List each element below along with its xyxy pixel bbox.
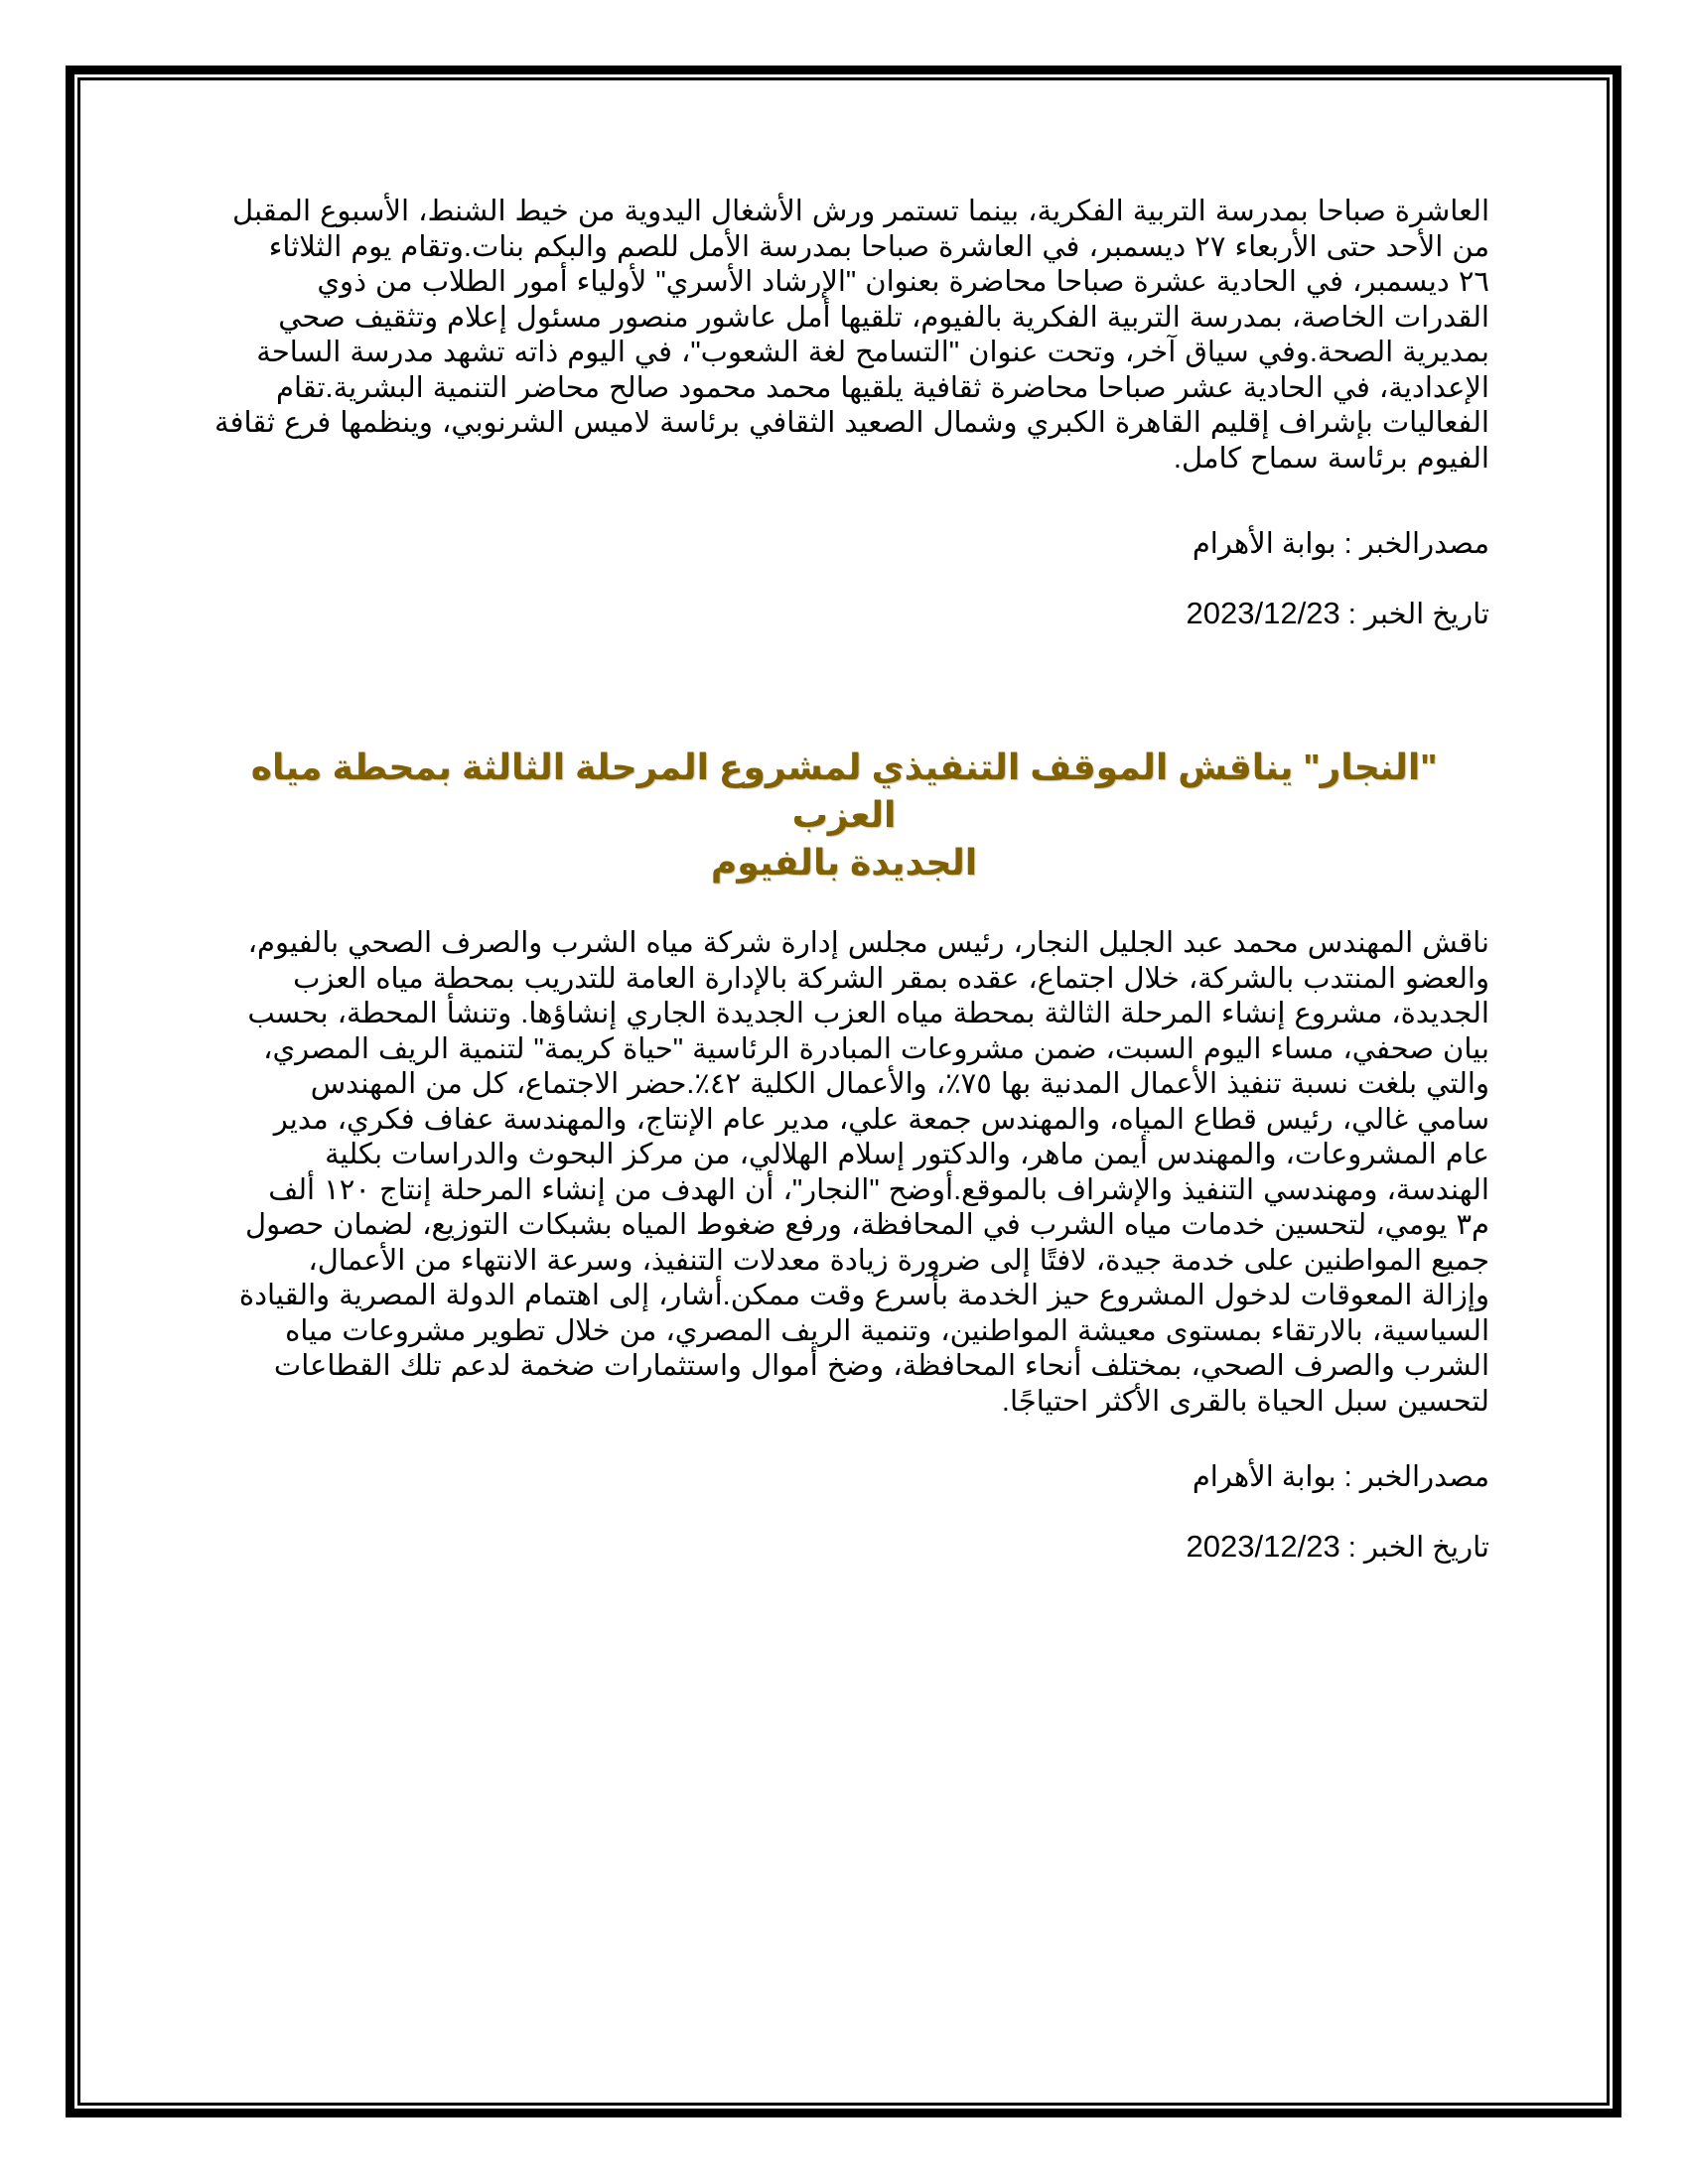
source-value: بوابة الأهرام	[1192, 1461, 1336, 1493]
body-line: العاشرة صباحا بمدرسة التربية الفكرية، بينما تستمر ورش الأشغال اليدوية من خيط الشنط، الأسبوع المقبل	[232, 196, 1489, 227]
date-label: تاريخ الخبر :	[1339, 1532, 1489, 1564]
date-value: 2023/12/23	[1186, 596, 1340, 630]
article-2-date	[199, 1529, 1489, 1566]
body-line: عام المشروعات، والمهندس أيمن ماهر، والدكتور إسلام الهلالي، من مركز البحوث والدراسات بكلية	[325, 1139, 1489, 1170]
body-line: بيان صحفي، مساء اليوم السبت، ضمن مشروعات المبادرة الرئاسية "حياة كريمة" لتنمية الريف المصري،	[263, 1032, 1489, 1065]
body-line: بمديرية الصحة.وفي سياق آخر، وتحت عنوان "التسامح لغة الشعوب"، في اليوم ذاته تشهد مدرسة الساحة	[256, 337, 1489, 368]
article-2	[199, 744, 1489, 1566]
headline-line-1: "النجار" يناقش الموقف التنفيذي لمشروع المرحلة الثالثة بمحطة مياه العزب	[250, 747, 1438, 835]
document-content	[199, 195, 1489, 1566]
body-line: لتحسين سبل الحياة بالقرى الأكثر احتياجًا.	[1001, 1385, 1489, 1418]
body-line: الفيوم برئاسة سماح كامل.	[1173, 442, 1489, 475]
article-2-source	[199, 1459, 1489, 1495]
body-line: السياسية، بالارتقاء بمستوى معيشة المواطنين، وتنمية الريف المصري، من خلال تطوير مشروعات مياه	[285, 1314, 1489, 1347]
body-line: الإعدادية، في الحادية عشر صباحا محاضرة ثقافية يلقيها محمد محمود صالح محاضر التنمية البشرية.تقام	[276, 371, 1489, 404]
article-1	[199, 195, 1489, 632]
date-label: تاريخ الخبر :	[1339, 599, 1489, 630]
source-label: مصدرالخبر :	[1336, 1461, 1489, 1493]
body-line: الهندسة، ومهندسي التنفيذ والإشراف بالموقع.أوضح "النجار"، أن الهدف من إنشاء المرحلة إنتاج ١٢٠ ألف	[268, 1173, 1489, 1206]
body-line: والعضو المنتدب بالشركة، خلال اجتماع، عقده بمقر الشركة بالإدارة العامة للتدريب بمحطة مياه العزب	[293, 962, 1489, 995]
article-1-body	[199, 195, 1489, 477]
body-line: ٢٦ ديسمبر، في الحادية عشرة صباحا محاضرة بعنوان "الإرشاد الأسري" لأولياء أمور الطلاب من ذوي	[317, 266, 1489, 298]
body-line: من الأحد حتى الأربعاء ٢٧ ديسمبر، في العاشرة صباحا بمدرسة الأمل للصم والبكم بنات.وتقام يوم الثلاثاء	[268, 230, 1489, 263]
body-line: الشرب والصرف الصحي، بمختلف أنحاء المحافظة، وضخ أموال واستثمارات ضخمة لدعم تلك القطاعات	[273, 1350, 1489, 1382]
source-label: مصدرالخبر :	[1336, 528, 1489, 560]
body-line: الجديدة، مشروع إنشاء المرحلة الثالثة بمحطة مياه العزب الجديدة الجاري إنشاؤها. وتنشأ المحطة، بحسب	[247, 998, 1489, 1029]
source-value: بوابة الأهرام	[1192, 528, 1336, 560]
article-2-body	[199, 926, 1489, 1420]
body-line: وإزالة المعوقات لدخول المشروع حيز الخدمة بأسرع وقت ممكن.أشار، إلى اهتمام الدولة المصرية والقيادة	[238, 1280, 1489, 1311]
body-line: والتي بلغت نسبة تنفيذ الأعمال المدنية بها ٧٥٪، والأعمال الكلية ٤٢٪.حضر الاجتماع، كل من المهندس	[310, 1068, 1489, 1100]
date-value: 2023/12/23	[1186, 1529, 1340, 1564]
article-1-date	[199, 596, 1489, 632]
body-line: م٣ يومي، لتحسين خدمات مياه الشرب في المحافظة، ورفع ضغوط المياه بشبكات التوزيع، لضمان حصول	[245, 1209, 1489, 1241]
article-1-source	[199, 526, 1489, 562]
body-line: ناقش المهندس محمد عبد الجليل النجار، رئيس مجلس إدارة شركة مياه الشرب والصرف الصحي بالفيوم،	[247, 927, 1489, 959]
body-line: سامي غالي، رئيس قطاع المياه، والمهندس جمعة علي، مدير عام الإنتاج، والمهندسة عفاف فكري، مدير	[273, 1103, 1489, 1136]
headline-line-2: الجديدة بالفيوم	[710, 842, 978, 883]
article-2-headline	[199, 744, 1489, 887]
body-line: القدرات الخاصة، بمدرسة التربية الفكرية بالفيوم، تلقيها أمل عاشور منصور مسئول إعلام وتثقيف صحي	[278, 301, 1489, 334]
body-line: الفعاليات بإشراف إقليم القاهرة الكبري وشمال الصعيد الثقافي برئاسة لاميس الشرنوبي، وينظمها فرع ثقافة	[214, 407, 1489, 439]
body-line: جميع المواطنين على خدمة جيدة، لافتًا إلى ضرورة زيادة معدلات التنفيذ، وسرعة الانتهاء من الأعمال،	[308, 1244, 1489, 1277]
